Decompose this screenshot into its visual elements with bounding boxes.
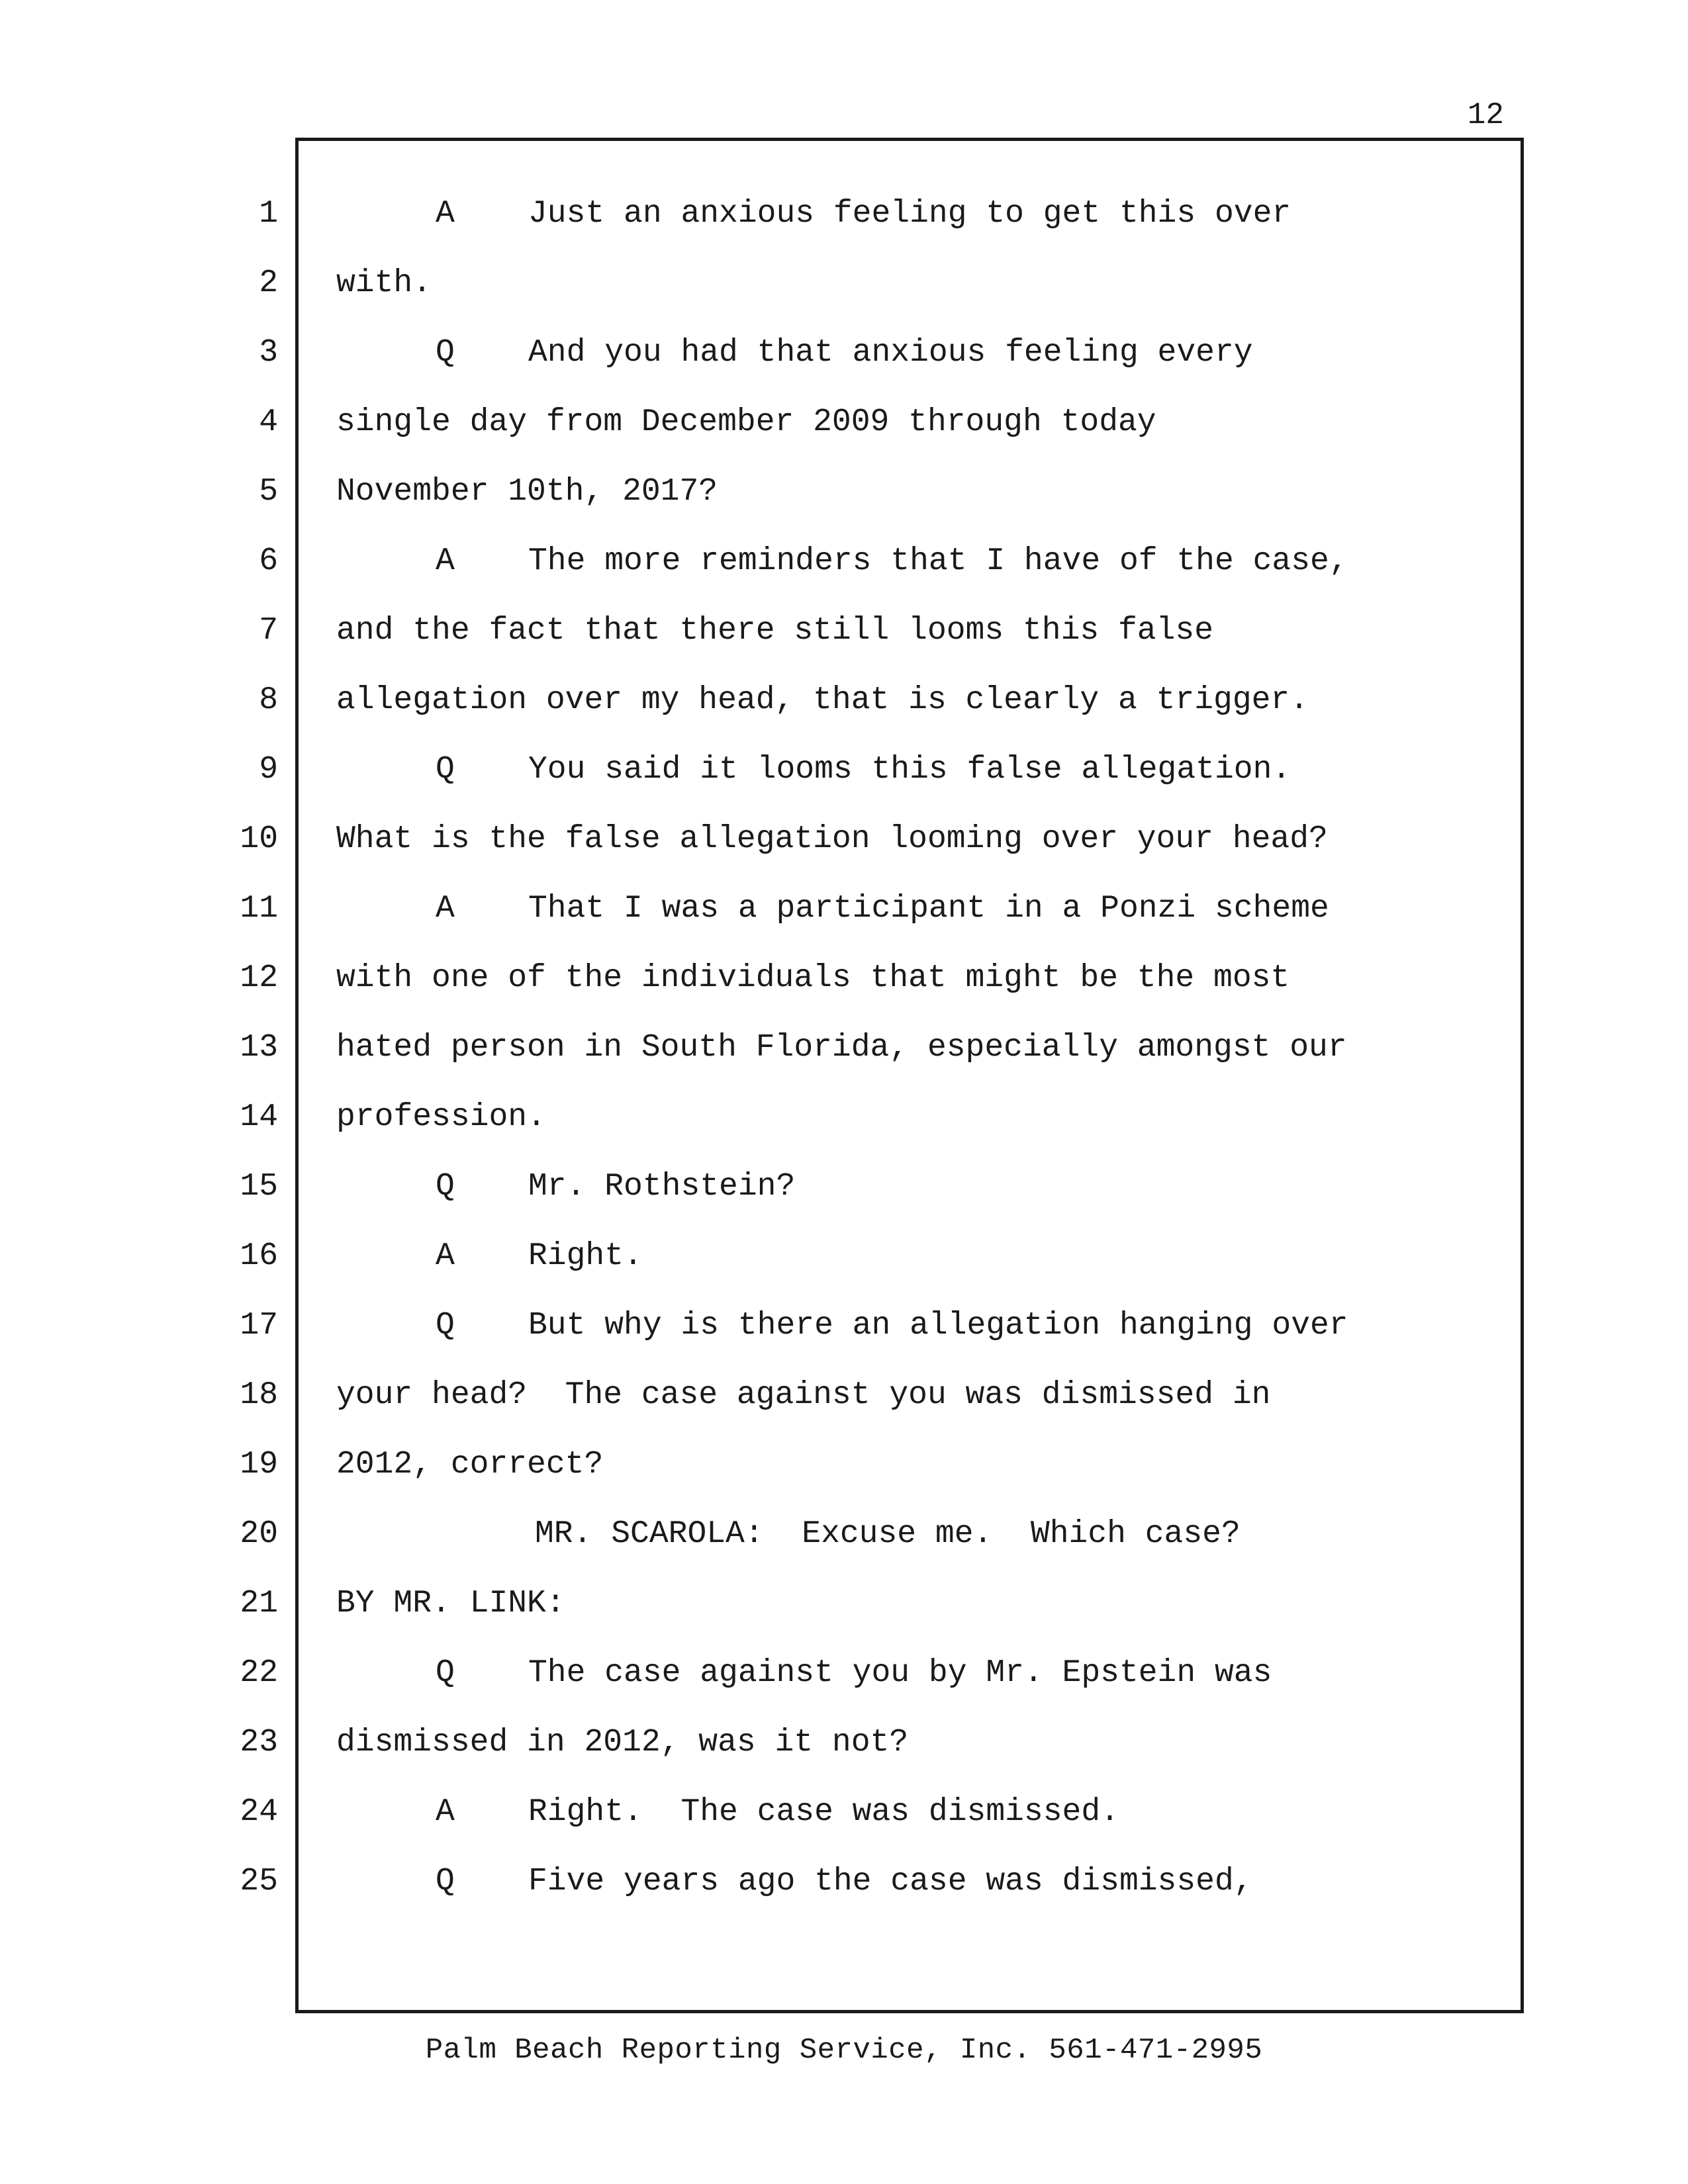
line-text: Just an anxious feeling to get this over xyxy=(528,196,1291,232)
speaker-tag: A xyxy=(436,1794,455,1830)
line-text: profession. xyxy=(336,1099,546,1135)
line-number: 9 xyxy=(259,752,278,788)
line-text: dismissed in 2012, was it not? xyxy=(336,1725,909,1760)
transcript-line xyxy=(336,612,1501,682)
line-number: 25 xyxy=(240,1864,278,1899)
line-number: 24 xyxy=(240,1794,278,1830)
line-number: 2 xyxy=(259,265,278,301)
line-text: November 10th, 2017? xyxy=(336,474,718,510)
transcript-line xyxy=(336,195,1501,265)
transcript-line xyxy=(336,1655,1501,1724)
speaker-tag: A xyxy=(436,1238,455,1274)
line-number: 7 xyxy=(259,613,278,649)
line-text: single day from December 2009 through today xyxy=(336,404,1156,440)
transcript-line xyxy=(336,1099,1501,1168)
speaker-tag: A xyxy=(436,891,455,927)
transcript-line xyxy=(336,1377,1501,1446)
transcript-line xyxy=(336,1794,1501,1863)
transcript-line xyxy=(336,265,1501,334)
line-number: 23 xyxy=(240,1725,278,1760)
line-number: 4 xyxy=(259,404,278,440)
line-text: and the fact that there still looms this false xyxy=(336,613,1214,649)
line-number: 13 xyxy=(240,1030,278,1066)
transcript-line xyxy=(336,1238,1501,1307)
line-number: 12 xyxy=(240,960,278,996)
line-number: 16 xyxy=(240,1238,278,1274)
line-text: And you had that anxious feeling every xyxy=(528,335,1253,371)
line-number: 22 xyxy=(240,1655,278,1691)
transcript-line xyxy=(336,821,1501,890)
transcript-line xyxy=(336,890,1501,960)
line-text: Five years ago the case was dismissed, xyxy=(528,1864,1253,1899)
transcript-line xyxy=(336,1168,1501,1238)
line-text: 2012, correct? xyxy=(336,1447,604,1482)
line-text: The more reminders that I have of the case, xyxy=(528,543,1348,579)
transcript-line xyxy=(336,1029,1501,1099)
line-text: BY MR. LINK: xyxy=(336,1586,565,1621)
line-number: 6 xyxy=(259,543,278,579)
line-number: 3 xyxy=(259,335,278,371)
speaker-tag: Q xyxy=(436,1655,455,1691)
speaker-tag: Q xyxy=(436,752,455,788)
transcript-line xyxy=(336,1724,1501,1794)
line-text: allegation over my head, that is clearly a trigger. xyxy=(336,682,1309,718)
line-number: 19 xyxy=(240,1447,278,1482)
line-text: The case against you by Mr. Epstein was xyxy=(528,1655,1272,1691)
line-text: with one of the individuals that might be the most xyxy=(336,960,1290,996)
transcript-line xyxy=(336,334,1501,404)
line-text: Mr. Rothstein? xyxy=(528,1169,796,1205)
line-number: 10 xyxy=(240,821,278,857)
line-number: 11 xyxy=(240,891,278,927)
line-text: your head? The case against you was dismissed in xyxy=(336,1377,1271,1413)
line-text: Right. xyxy=(528,1238,643,1274)
line-text: Right. The case was dismissed. xyxy=(528,1794,1119,1830)
speaker-tag: Q xyxy=(436,1864,455,1899)
line-text: That I was a participant in a Ponzi scheme xyxy=(528,891,1329,927)
line-number: 15 xyxy=(240,1169,278,1205)
transcript-line xyxy=(336,1863,1501,1933)
transcript-line xyxy=(336,751,1501,821)
line-text: hated person in South Florida, especially amongst our xyxy=(336,1030,1347,1066)
line-number: 5 xyxy=(259,474,278,510)
line-number-column xyxy=(199,195,278,1933)
line-number: 17 xyxy=(240,1308,278,1343)
transcript-text xyxy=(336,195,1501,1933)
transcript-line xyxy=(336,1446,1501,1516)
transcript-line xyxy=(336,1585,1501,1655)
line-number: 14 xyxy=(240,1099,278,1135)
line-number: 20 xyxy=(240,1516,278,1552)
line-number: 21 xyxy=(240,1586,278,1621)
reporter-footer: Palm Beach Reporting Service, Inc. 561-471-2995 xyxy=(425,2034,1263,2067)
transcript-line xyxy=(336,1307,1501,1377)
page-number: 12 xyxy=(1467,98,1504,132)
speaker-tag: Q xyxy=(436,1169,455,1205)
speaker-tag: Q xyxy=(436,1308,455,1343)
line-number: 8 xyxy=(259,682,278,718)
transcript-line xyxy=(336,543,1501,612)
transcript-line xyxy=(336,1516,1501,1585)
transcript-line xyxy=(336,960,1501,1029)
speaker-tag: A xyxy=(436,543,455,579)
line-text: MR. SCAROLA: Excuse me. Which case? xyxy=(535,1516,1241,1552)
line-number: 18 xyxy=(240,1377,278,1413)
line-text: What is the false allegation looming over your head? xyxy=(336,821,1328,857)
speaker-tag: A xyxy=(436,196,455,232)
speaker-tag: Q xyxy=(436,335,455,371)
line-text: with. xyxy=(336,265,432,301)
transcript-line xyxy=(336,404,1501,473)
line-text: But why is there an allegation hanging over xyxy=(528,1308,1348,1343)
transcript-line xyxy=(336,682,1501,751)
transcript-line xyxy=(336,473,1501,543)
line-number: 1 xyxy=(259,196,278,232)
line-text: You said it looms this false allegation. xyxy=(528,752,1291,788)
